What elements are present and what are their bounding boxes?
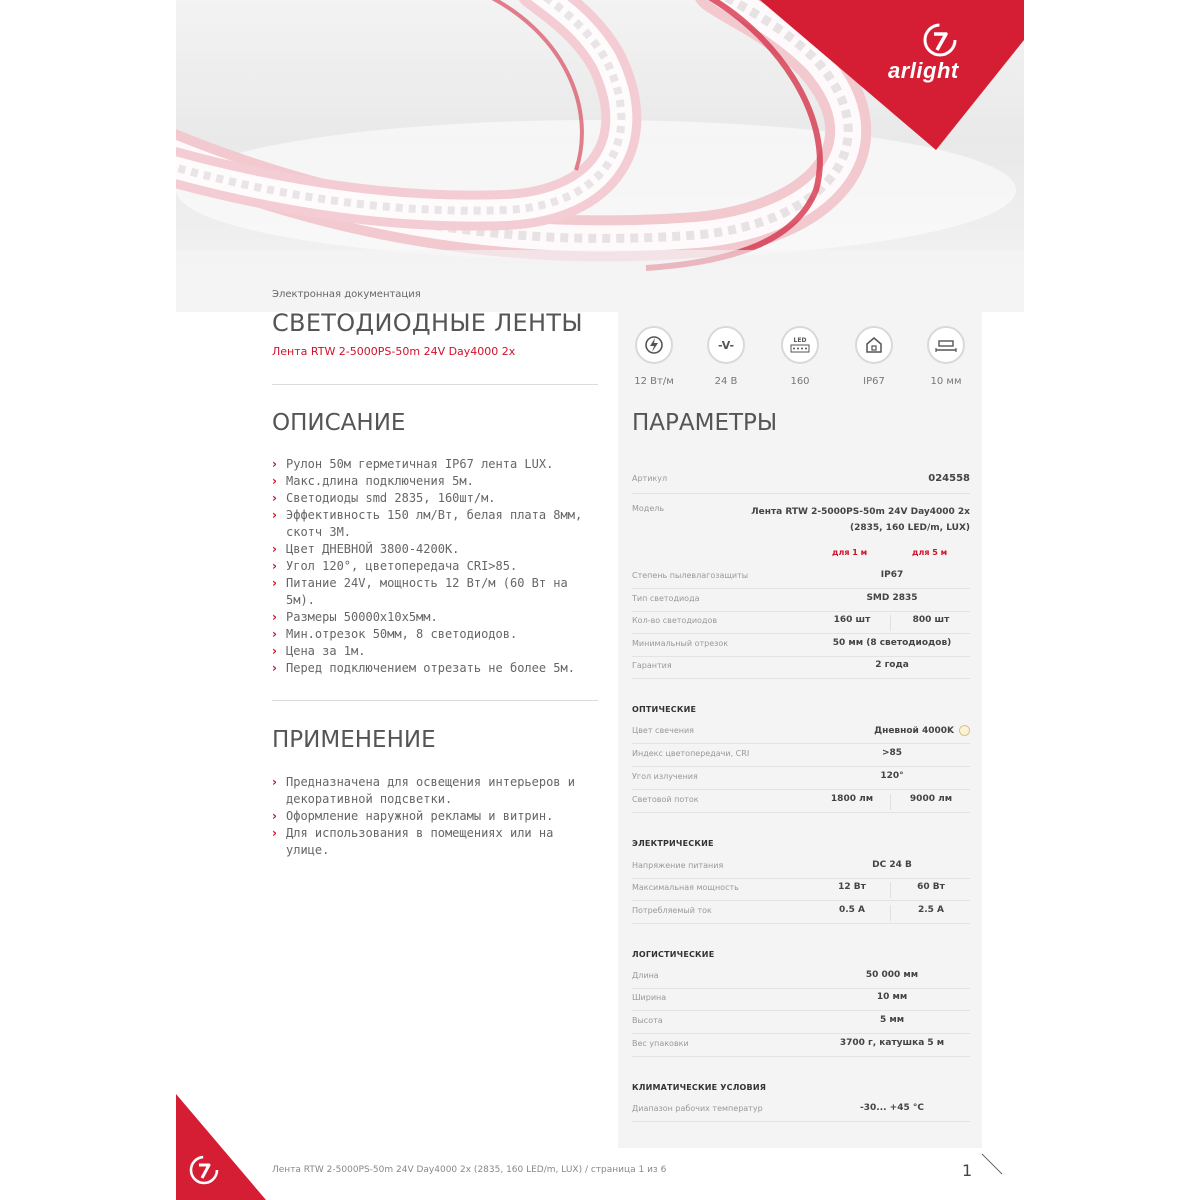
list-item: › Для использования в помещениях или на улице. xyxy=(272,825,598,859)
led-count-icon: LED xyxy=(781,326,819,364)
param-row-ip: Степень пылевлагозащиты IP67 xyxy=(632,567,970,589)
list-item: › Светодиоды smd 2835, 160шт/м. xyxy=(272,490,598,507)
page-corner-icon xyxy=(980,1152,1004,1178)
param-row-led-count: Кол-во светодиодов 160 шт 800 шт xyxy=(632,612,970,634)
param-row-model: Модель xyxy=(632,504,665,513)
list-item: › Макс.длина подключения 5м. xyxy=(272,473,598,490)
feature-power xyxy=(632,326,676,387)
color-swatch-icon xyxy=(959,725,970,736)
footer-text: Лента RTW 2-5000PS-50m 24V Day4000 2x (2835, 160 LED/m, LUX) / страница 1 из 6 xyxy=(272,1165,667,1175)
electrical-heading: ЭЛЕКТРИЧЕСКИЕ xyxy=(632,839,714,848)
protection-house-icon xyxy=(855,326,893,364)
doc-subtitle: Лента RTW 2-5000PS-50m 24V Day4000 2x xyxy=(272,345,516,358)
optical-heading: ОПТИЧЕСКИЕ xyxy=(632,705,697,714)
param-row-flux: Световой поток 1800 лм 9000 лм xyxy=(632,791,970,813)
feature-width xyxy=(924,326,968,387)
param-row-current: Потребляемый ток 0.5 А 2.5 А xyxy=(632,902,970,924)
param-row-width: Ширина 10 мм xyxy=(632,989,970,1011)
list-item: › Перед подключением отрезать не более 5м. xyxy=(272,660,598,677)
arlight-logo-icon xyxy=(920,20,960,60)
param-row-angle: Угол излучения 120° xyxy=(632,768,970,790)
led-strip-illustration xyxy=(176,0,1024,312)
application-heading: ПРИМЕНЕНИЕ xyxy=(272,727,436,753)
divider xyxy=(272,700,598,701)
description-list xyxy=(272,456,598,677)
list-item: › Рулон 50м герметичная IP67 лента LUX. xyxy=(272,456,598,473)
feature-icons xyxy=(632,326,972,396)
param-row-min-cut: Минимальный отрезок 50 мм (8 светодиодов) xyxy=(632,635,970,657)
feature-label: 160 xyxy=(790,376,810,387)
param-row-color: Цвет свечения Дневной 4000K xyxy=(632,722,970,744)
param-row-height: Высота 5 мм xyxy=(632,1012,970,1034)
param-row-warranty: Гарантия 2 года xyxy=(632,657,970,679)
list-item: › Цвет ДНЕВНОЙ 3800-4200K. xyxy=(272,541,598,558)
hero-product-photo xyxy=(176,0,1024,312)
footer-brand-triangle xyxy=(176,1094,266,1200)
feature-label: 12 Вт/м xyxy=(634,376,674,387)
list-item: › Предназначена для освещения интерьеров и декоративной подсветки. xyxy=(272,774,598,808)
list-item: › Питание 24V, мощность 12 Вт/м (60 Вт на 5м). xyxy=(272,575,598,609)
brand-name: arlight xyxy=(888,58,959,83)
list-item: › Цена за 1м. xyxy=(272,643,598,660)
params-heading: ПАРАМЕТРЫ xyxy=(632,410,778,436)
list-item: › Эффективность 150 лм/Вт, белая плата 8мм, скотч 3М. xyxy=(272,507,598,541)
list-item: › Угол 120°, цветопередача CRI>85. xyxy=(272,558,598,575)
doc-kicker: Электронная документация xyxy=(272,289,421,300)
power-icon xyxy=(635,326,673,364)
column-head-5m: для 5 м xyxy=(912,548,948,557)
feature-label: IP67 xyxy=(863,376,885,387)
list-item: › Оформление наружной рекламы и витрин. xyxy=(272,808,598,825)
param-row-voltage: Напряжение питания DC 24 В xyxy=(632,857,970,879)
column-head-1m: для 1 м xyxy=(832,548,868,557)
feature-label: 24 В xyxy=(714,376,738,387)
voltage-icon: -V- xyxy=(707,326,745,364)
model-value: Лента RTW 2-5000PS-50m 24V Day4000 2x (2835, 160 LED/m, LUX) xyxy=(751,507,970,533)
param-row-temp: Диапазон рабочих температур -30... +45 °C xyxy=(632,1100,970,1122)
param-row-length: Длина 50 000 мм xyxy=(632,967,970,989)
param-row-power: Максимальная мощность 12 Вт 60 Вт xyxy=(632,879,970,901)
divider xyxy=(272,384,598,385)
param-row-article: Артикул 024558 xyxy=(632,470,970,494)
feature-voltage xyxy=(704,326,748,387)
page-number: 1 xyxy=(962,1161,973,1180)
param-row-cri: Индекс цветопередачи, CRI >85 xyxy=(632,745,970,767)
logistics-heading: ЛОГИСТИЧЕСКИЕ xyxy=(632,950,715,959)
list-item: › Мин.отрезок 50мм, 8 светодиодов. xyxy=(272,626,598,643)
feature-led-count xyxy=(778,326,822,387)
description-heading: ОПИСАНИЕ xyxy=(272,410,406,436)
doc-title: СВЕТОДИОДНЫЕ ЛЕНТЫ xyxy=(272,309,583,337)
feature-protection xyxy=(852,326,896,387)
param-row-weight: Вес упаковки 3700 г, катушка 5 м xyxy=(632,1035,970,1057)
application-list xyxy=(272,774,598,859)
climate-heading: КЛИМАТИЧЕСКИЕ УСЛОВИЯ xyxy=(632,1083,767,1092)
feature-label: 10 мм xyxy=(930,376,962,387)
param-row-led-type: Тип светодиода SMD 2835 xyxy=(632,590,970,612)
list-item: › Размеры 50000x10x5мм. xyxy=(272,609,598,626)
width-icon xyxy=(927,326,965,364)
